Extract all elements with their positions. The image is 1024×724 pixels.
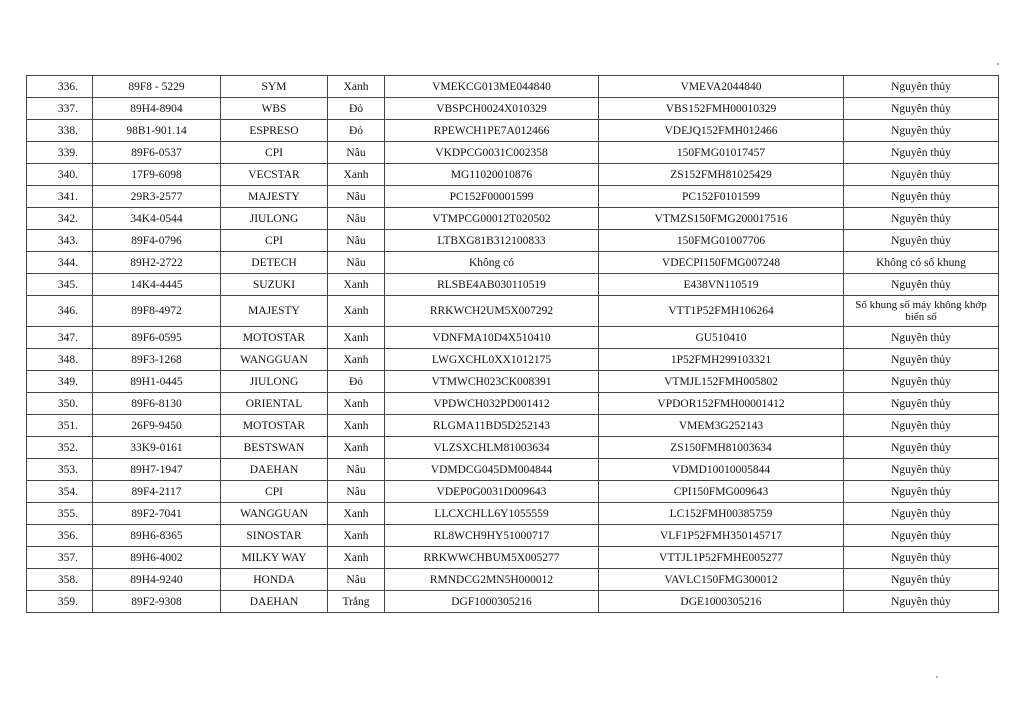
brand-cell: MOTOSTAR [221, 415, 328, 437]
frame-number-cell: Không có [385, 252, 599, 274]
table-row [27, 76, 999, 98]
license-plate-cell: 26F9-9450 [93, 415, 221, 437]
engine-number-cell: GU510410 [599, 327, 844, 349]
color-cell: Xanh [328, 274, 385, 296]
license-plate-cell: 89F2-9308 [93, 591, 221, 613]
row-number-cell: 339. [27, 142, 93, 164]
frame-number-cell: RLGMA11BD5D252143 [385, 415, 599, 437]
engine-number-cell: VBS152FMH00010329 [599, 98, 844, 120]
brand-cell: DETECH [221, 252, 328, 274]
scan-speck [936, 676, 938, 678]
frame-number-cell: MG11020010876 [385, 164, 599, 186]
table-row [27, 547, 999, 569]
table-row [27, 525, 999, 547]
engine-number-cell: VMEM3G252143 [599, 415, 844, 437]
row-number-cell: 349. [27, 371, 93, 393]
table-row [27, 98, 999, 120]
license-plate-cell: 14K4-4445 [93, 274, 221, 296]
color-cell: Xanh [328, 437, 385, 459]
note-cell: Nguyên thủy [844, 76, 999, 98]
row-number-cell: 357. [27, 547, 93, 569]
brand-cell: CPI [221, 481, 328, 503]
frame-number-cell: VLZSXCHLM81003634 [385, 437, 599, 459]
brand-cell: SUZUKI [221, 274, 328, 296]
table-row [27, 393, 999, 415]
note-cell: Nguyên thủy [844, 525, 999, 547]
row-number-cell: 345. [27, 274, 93, 296]
note-cell: Nguyên thủy [844, 547, 999, 569]
engine-number-cell: VLF1P52FMH350145717 [599, 525, 844, 547]
row-number-cell: 351. [27, 415, 93, 437]
note-cell: Nguyên thủy [844, 230, 999, 252]
frame-number-cell: RLSBE4AB030110519 [385, 274, 599, 296]
row-number-cell: 350. [27, 393, 93, 415]
color-cell: Xanh [328, 393, 385, 415]
row-number-cell: 341. [27, 186, 93, 208]
engine-number-cell: VMEVA2044840 [599, 76, 844, 98]
row-number-cell: 337. [27, 98, 93, 120]
brand-cell: CPI [221, 142, 328, 164]
table-row [27, 569, 999, 591]
note-cell: Nguyên thủy [844, 591, 999, 613]
note-cell: Nguyên thủy [844, 98, 999, 120]
engine-number-cell: VTMZS150FMG200017516 [599, 208, 844, 230]
license-plate-cell: 89H7-1947 [93, 459, 221, 481]
frame-number-cell: VBSPCH0024X010329 [385, 98, 599, 120]
license-plate-cell: 89F6-0595 [93, 327, 221, 349]
frame-number-cell: LWGXCHL0XX1012175 [385, 349, 599, 371]
note-cell: Nguyên thủy [844, 569, 999, 591]
engine-number-cell: DGE1000305216 [599, 591, 844, 613]
frame-number-cell: RL8WCH9HY51000717 [385, 525, 599, 547]
brand-cell: WBS [221, 98, 328, 120]
row-number-cell: 355. [27, 503, 93, 525]
license-plate-cell: 89F4-0796 [93, 230, 221, 252]
license-plate-cell: 33K9-0161 [93, 437, 221, 459]
brand-cell: MOTOSTAR [221, 327, 328, 349]
note-cell: Nguyên thủy [844, 437, 999, 459]
color-cell: Xanh [328, 296, 385, 327]
table-row [27, 437, 999, 459]
table-row [27, 142, 999, 164]
brand-cell: DAEHAN [221, 591, 328, 613]
engine-number-cell: 150FMG01017457 [599, 142, 844, 164]
note-cell: Nguyên thủy [844, 208, 999, 230]
note-cell: Số khung số máy không khớp biển số [844, 296, 999, 327]
table-row [27, 459, 999, 481]
row-number-cell: 340. [27, 164, 93, 186]
row-number-cell: 344. [27, 252, 93, 274]
table-row [27, 164, 999, 186]
engine-number-cell: CPI150FMG009643 [599, 481, 844, 503]
engine-number-cell: VTMJL152FMH005802 [599, 371, 844, 393]
vehicle-table [26, 75, 999, 613]
frame-number-cell: VDNFMA10D4X510410 [385, 327, 599, 349]
row-number-cell: 353. [27, 459, 93, 481]
license-plate-cell: 89F4-2117 [93, 481, 221, 503]
engine-number-cell: VTTJL1P52FMHE005277 [599, 547, 844, 569]
note-cell: Nguyên thủy [844, 142, 999, 164]
vehicle-table-page [26, 75, 998, 613]
row-number-cell: 343. [27, 230, 93, 252]
frame-number-cell: RPEWCH1PE7A012466 [385, 120, 599, 142]
row-number-cell: 352. [27, 437, 93, 459]
license-plate-cell: 98B1-901.14 [93, 120, 221, 142]
license-plate-cell: 89H6-8365 [93, 525, 221, 547]
color-cell: Nâu [328, 569, 385, 591]
brand-cell: DAEHAN [221, 459, 328, 481]
engine-number-cell: PC152F0101599 [599, 186, 844, 208]
license-plate-cell: 89H4-9240 [93, 569, 221, 591]
note-cell: Nguyên thủy [844, 503, 999, 525]
color-cell: Xanh [328, 164, 385, 186]
table-row [27, 371, 999, 393]
row-number-cell: 347. [27, 327, 93, 349]
table-row [27, 252, 999, 274]
engine-number-cell: VAVLC150FMG300012 [599, 569, 844, 591]
table-row [27, 415, 999, 437]
engine-number-cell: VDMD10010005844 [599, 459, 844, 481]
color-cell: Nâu [328, 459, 385, 481]
engine-number-cell: VDECPI150FMG007248 [599, 252, 844, 274]
engine-number-cell: VPDOR152FMH00001412 [599, 393, 844, 415]
frame-number-cell: VTMWCH023CK008391 [385, 371, 599, 393]
license-plate-cell: 29R3-2577 [93, 186, 221, 208]
note-cell: Nguyên thủy [844, 371, 999, 393]
engine-number-cell: 150FMG01007706 [599, 230, 844, 252]
brand-cell: SYM [221, 76, 328, 98]
brand-cell: ORIENTAL [221, 393, 328, 415]
row-number-cell: 336. [27, 76, 93, 98]
row-number-cell: 356. [27, 525, 93, 547]
note-cell: Nguyên thủy [844, 164, 999, 186]
brand-cell: HONDA [221, 569, 328, 591]
table-row [27, 349, 999, 371]
engine-number-cell: ZS150FMH81003634 [599, 437, 844, 459]
license-plate-cell: 89H1-0445 [93, 371, 221, 393]
row-number-cell: 342. [27, 208, 93, 230]
color-cell: Xanh [328, 547, 385, 569]
table-row [27, 120, 999, 142]
license-plate-cell: 89H6-4002 [93, 547, 221, 569]
engine-number-cell: ZS152FMH81025429 [599, 164, 844, 186]
table-row [27, 481, 999, 503]
note-cell: Nguyên thủy [844, 481, 999, 503]
brand-cell: VECSTAR [221, 164, 328, 186]
color-cell: Đỏ [328, 98, 385, 120]
row-number-cell: 346. [27, 296, 93, 327]
row-number-cell: 359. [27, 591, 93, 613]
frame-number-cell: RMNDCG2MN5H000012 [385, 569, 599, 591]
frame-number-cell: VTMPCG00012T020502 [385, 208, 599, 230]
engine-number-cell: E438VN110519 [599, 274, 844, 296]
frame-number-cell: RRKWWCHBUM5X005277 [385, 547, 599, 569]
frame-number-cell: DGF1000305216 [385, 591, 599, 613]
color-cell: Xanh [328, 503, 385, 525]
color-cell: Xanh [328, 349, 385, 371]
note-cell: Nguyên thủy [844, 327, 999, 349]
table-row [27, 186, 999, 208]
brand-cell: ESPRESO [221, 120, 328, 142]
table-row [27, 327, 999, 349]
frame-number-cell: LTBXG81B312100833 [385, 230, 599, 252]
brand-cell: SINOSTAR [221, 525, 328, 547]
table-row [27, 208, 999, 230]
license-plate-cell: 89F2-7041 [93, 503, 221, 525]
table-body [27, 76, 999, 613]
table-row [27, 591, 999, 613]
color-cell: Nâu [328, 230, 385, 252]
brand-cell: BESTSWAN [221, 437, 328, 459]
frame-number-cell: LLCXCHLL6Y1055559 [385, 503, 599, 525]
brand-cell: MAJESTY [221, 186, 328, 208]
frame-number-cell: RRKWCH2UM5X007292 [385, 296, 599, 327]
row-number-cell: 348. [27, 349, 93, 371]
color-cell: Nâu [328, 142, 385, 164]
engine-number-cell: VTT1P52FMH106264 [599, 296, 844, 327]
note-cell: Nguyên thủy [844, 349, 999, 371]
brand-cell: MILKY WAY [221, 547, 328, 569]
color-cell: Nâu [328, 186, 385, 208]
color-cell: Trắng [328, 591, 385, 613]
license-plate-cell: 17F9-6098 [93, 164, 221, 186]
frame-number-cell: VDMDCG045DM004844 [385, 459, 599, 481]
table-row [27, 230, 999, 252]
table-row [27, 274, 999, 296]
note-cell: Nguyên thủy [844, 393, 999, 415]
color-cell: Nâu [328, 208, 385, 230]
note-cell: Nguyên thủy [844, 120, 999, 142]
frame-number-cell: VMEKCG013ME044840 [385, 76, 599, 98]
brand-cell: JIULONG [221, 371, 328, 393]
color-cell: Xanh [328, 525, 385, 547]
color-cell: Xanh [328, 76, 385, 98]
frame-number-cell: VPDWCH032PD001412 [385, 393, 599, 415]
color-cell: Xanh [328, 415, 385, 437]
brand-cell: WANGGUAN [221, 349, 328, 371]
license-plate-cell: 89F6-8130 [93, 393, 221, 415]
brand-cell: WANGGUAN [221, 503, 328, 525]
note-cell: Nguyên thủy [844, 186, 999, 208]
engine-number-cell: 1P52FMH299103321 [599, 349, 844, 371]
note-cell: Nguyên thủy [844, 274, 999, 296]
license-plate-cell: 89F3-1268 [93, 349, 221, 371]
note-cell: Không có số khung [844, 252, 999, 274]
color-cell: Đỏ [328, 371, 385, 393]
row-number-cell: 354. [27, 481, 93, 503]
brand-cell: JIULONG [221, 208, 328, 230]
brand-cell: MAJESTY [221, 296, 328, 327]
note-cell: Nguyên thủy [844, 459, 999, 481]
color-cell: Xanh [328, 327, 385, 349]
color-cell: Nâu [328, 252, 385, 274]
frame-number-cell: PC152F00001599 [385, 186, 599, 208]
row-number-cell: 358. [27, 569, 93, 591]
table-row [27, 503, 999, 525]
frame-number-cell: VDEP0G0031D009643 [385, 481, 599, 503]
color-cell: Nâu [328, 481, 385, 503]
license-plate-cell: 89H4-8904 [93, 98, 221, 120]
engine-number-cell: VDEJQ152FMH012466 [599, 120, 844, 142]
row-number-cell: 338. [27, 120, 93, 142]
license-plate-cell: 89H2-2722 [93, 252, 221, 274]
scan-speck [997, 63, 999, 65]
license-plate-cell: 89F8 - 5229 [93, 76, 221, 98]
license-plate-cell: 34K4-0544 [93, 208, 221, 230]
frame-number-cell: VKDPCG0031C002358 [385, 142, 599, 164]
license-plate-cell: 89F6-0537 [93, 142, 221, 164]
brand-cell: CPI [221, 230, 328, 252]
color-cell: Đỏ [328, 120, 385, 142]
engine-number-cell: LC152FMH00385759 [599, 503, 844, 525]
license-plate-cell: 89F8-4972 [93, 296, 221, 327]
note-cell: Nguyên thủy [844, 415, 999, 437]
table-row [27, 296, 999, 327]
